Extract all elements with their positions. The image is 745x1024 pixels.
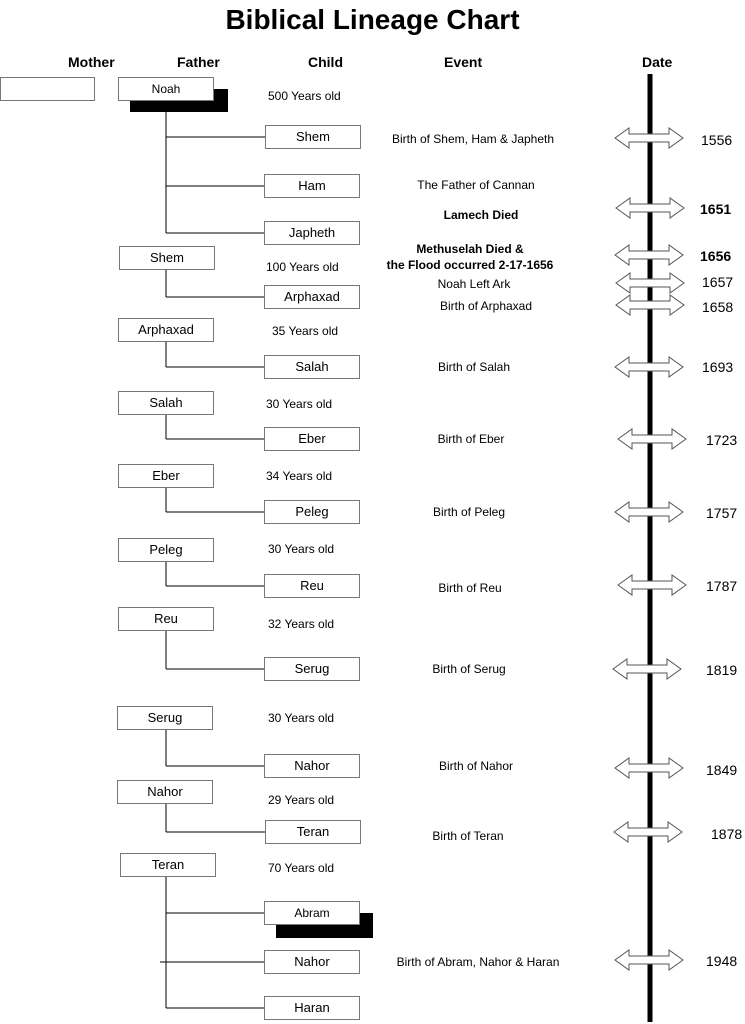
year-label: 1657 (702, 274, 734, 290)
header-event: Event (444, 54, 483, 70)
child-box: Reu (264, 574, 360, 598)
event-label: The Father of Cannan (417, 178, 535, 192)
year-label: 1556 (701, 132, 733, 148)
event-label: Birth of Serug (432, 662, 506, 676)
year-label: 1787 (706, 578, 738, 594)
father-box: Serug (117, 706, 213, 730)
child-box: Ham (264, 174, 360, 198)
age-label: 32 Years old (268, 617, 335, 631)
age-label: 70 Years old (268, 861, 335, 875)
year-label: 1878 (711, 826, 743, 842)
father-box: Peleg (118, 538, 214, 562)
event-label: Birth of Salah (437, 360, 511, 374)
event-label: Birth of Reu (438, 581, 502, 595)
father-box: Reu (118, 607, 214, 631)
year-label: 1948 (706, 953, 738, 969)
header-date: Date (642, 54, 673, 70)
event-label: Birth of Nahor (438, 759, 514, 773)
event-label: Noah Left Ark (437, 277, 511, 291)
year-label: 1757 (706, 505, 738, 521)
event-label: Birth of Peleg (432, 505, 506, 519)
father-box: Nahor (117, 780, 213, 804)
mother-box (0, 77, 95, 101)
age-label: 35 Years old (272, 324, 339, 338)
event-label: Birth of Eber (437, 432, 505, 446)
child-box: Nahor (264, 754, 360, 778)
event-label: Lamech Died (443, 208, 519, 222)
child-box: Salah (264, 355, 360, 379)
event-label: Birth of Arphaxad (439, 299, 533, 313)
age-label: 30 Years old (268, 542, 335, 556)
year-label: 1651 (700, 201, 732, 217)
event-label: Birth of Teran (432, 829, 504, 843)
child-box: Teran (265, 820, 361, 844)
father-box: Noah (118, 77, 214, 101)
header-father: Father (177, 54, 220, 70)
event-label: Birth of Abram, Nahor & Haran (396, 955, 560, 969)
age-label: 29 Years old (268, 793, 335, 807)
father-box: Salah (118, 391, 214, 415)
year-label: 1658 (702, 299, 734, 315)
page-title: Biblical Lineage Chart (225, 4, 520, 35)
child-box: Haran (264, 996, 360, 1020)
year-label: 1723 (706, 432, 738, 448)
father-box: Teran (120, 853, 216, 877)
child-box: Japheth (264, 221, 360, 245)
timeline-arrow-1819 (613, 659, 681, 679)
child-box: Peleg (264, 500, 360, 524)
header-mother: Mother (68, 54, 115, 70)
child-box: Serug (264, 657, 360, 681)
child-box: Arphaxad (264, 285, 360, 309)
header-child: Child (308, 54, 343, 70)
event-label: Methuselah Died & (416, 242, 524, 256)
father-box: Shem (119, 246, 215, 270)
year-label: 1849 (706, 762, 738, 778)
father-box: Arphaxad (118, 318, 214, 342)
year-label: 1656 (700, 248, 732, 264)
father-box: Eber (118, 464, 214, 488)
child-box: Abram (264, 901, 360, 925)
age-label: 100 Years old (266, 260, 339, 274)
event-label: Birth of Shem, Ham & Japheth (391, 132, 555, 146)
child-box: Shem (265, 125, 361, 149)
year-label: 1693 (702, 359, 734, 375)
year-label: 1819 (706, 662, 738, 678)
child-box: Nahor (264, 950, 360, 974)
child-box: Eber (264, 427, 360, 451)
age-label: 30 Years old (268, 711, 335, 725)
age-label: 30 Years old (266, 397, 333, 411)
event-label: the Flood occurred 2-17-1656 (386, 258, 554, 272)
age-label: 34 Years old (266, 469, 333, 483)
age-label: 500 Years old (268, 89, 341, 103)
